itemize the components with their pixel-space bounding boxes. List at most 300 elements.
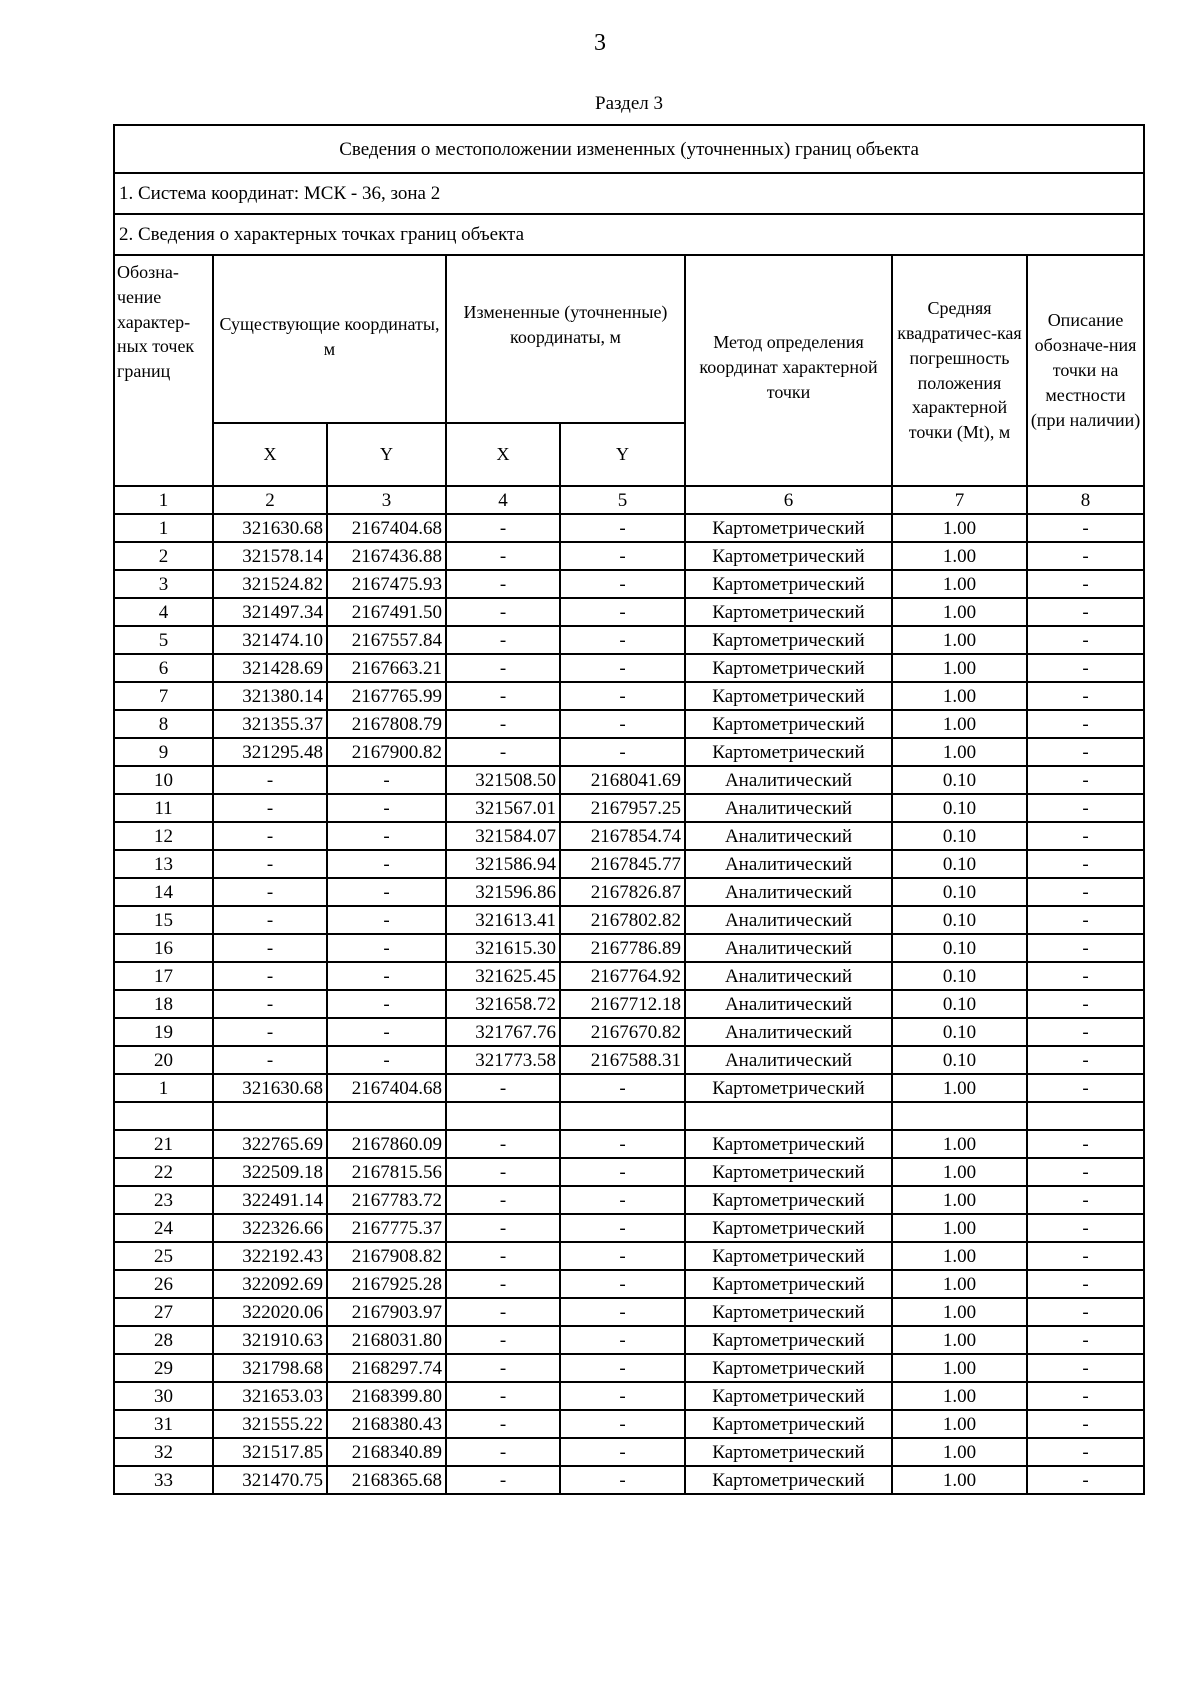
table-row [114,626,1144,654]
point-number-cell: 18 [114,990,213,1018]
existing-y-cell: - [327,850,446,878]
existing-y-cell: 2167436.88 [327,542,446,570]
point-number-cell: 16 [114,934,213,962]
changed-y-cell: - [560,542,685,570]
accuracy-cell: 0.10 [892,850,1027,878]
table-title: Сведения о местоположении измененных (уточненных) границ объекта [114,125,1144,173]
accuracy-cell: 0.10 [892,878,1027,906]
changed-y-cell: 2167712.18 [560,990,685,1018]
description-cell: - [1027,1130,1144,1158]
existing-y-cell [327,1102,446,1130]
table-row [114,1326,1144,1354]
changed-y-cell: - [560,626,685,654]
existing-y-cell: - [327,1018,446,1046]
description-cell: - [1027,682,1144,710]
method-cell: Аналитический [685,962,892,990]
description-cell: - [1027,822,1144,850]
method-cell: Картометрический [685,1074,892,1102]
point-number-cell: 3 [114,570,213,598]
method-cell: Аналитический [685,906,892,934]
method-cell: Картометрический [685,738,892,766]
existing-y-cell: 2167925.28 [327,1270,446,1298]
accuracy-cell: 1.00 [892,1382,1027,1410]
existing-x-cell: - [213,878,327,906]
point-number-cell: 14 [114,878,213,906]
existing-y-cell: 2167765.99 [327,682,446,710]
changed-x-cell: 321613.41 [446,906,560,934]
point-number-cell: 20 [114,1046,213,1074]
table-row [114,906,1144,934]
existing-y-cell: 2167663.21 [327,654,446,682]
existing-x-cell: - [213,962,327,990]
changed-x-cell: - [446,682,560,710]
point-number-cell: 22 [114,1158,213,1186]
header-existing-coordinates: Существующие координаты, м [213,255,446,423]
section-title: Раздел 3 [595,93,663,114]
table-row [114,934,1144,962]
point-number-cell: 8 [114,710,213,738]
table-row [114,1438,1144,1466]
changed-x-cell: - [446,1438,560,1466]
changed-y-cell: - [560,1466,685,1494]
changed-x-cell: 321508.50 [446,766,560,794]
changed-y-cell: - [560,738,685,766]
existing-x-cell [213,1102,327,1130]
existing-x-cell: 321470.75 [213,1466,327,1494]
method-cell: Аналитический [685,794,892,822]
changed-x-cell: - [446,1242,560,1270]
changed-y-cell: 2167845.77 [560,850,685,878]
accuracy-cell: 1.00 [892,1242,1027,1270]
existing-y-cell: - [327,1046,446,1074]
changed-x-cell: 321586.94 [446,850,560,878]
table-row [114,878,1144,906]
changed-y-cell: - [560,1186,685,1214]
changed-y-cell: 2167764.92 [560,962,685,990]
existing-y-cell: 2167908.82 [327,1242,446,1270]
changed-x-cell: - [446,1466,560,1494]
table-row [114,822,1144,850]
accuracy-cell: 0.10 [892,1046,1027,1074]
table-row [114,1354,1144,1382]
table-row [114,542,1144,570]
changed-y-cell: - [560,1130,685,1158]
existing-y-cell: 2167557.84 [327,626,446,654]
header-point-designation: Обозна-чение характер-ных точек границ [114,255,213,486]
method-cell: Картометрический [685,1214,892,1242]
table-row [114,598,1144,626]
description-cell: - [1027,1354,1144,1382]
changed-y-cell: - [560,682,685,710]
existing-y-cell: - [327,990,446,1018]
accuracy-cell: 1.00 [892,1410,1027,1438]
column-number: 4 [446,486,560,514]
point-number-cell: 25 [114,1242,213,1270]
point-number-cell: 27 [114,1298,213,1326]
changed-x-cell: - [446,542,560,570]
description-cell: - [1027,1410,1144,1438]
changed-x-cell: - [446,1382,560,1410]
accuracy-cell: 0.10 [892,906,1027,934]
column-numbers-row [114,486,1144,514]
changed-y-cell: - [560,598,685,626]
changed-y-cell: - [560,710,685,738]
method-cell: Картометрический [685,1298,892,1326]
changed-y-cell: - [560,514,685,542]
table-row [114,738,1144,766]
changed-x-cell: - [446,1214,560,1242]
method-cell: Аналитический [685,934,892,962]
accuracy-cell: 1.00 [892,542,1027,570]
column-number: 6 [685,486,892,514]
existing-x-cell: 321653.03 [213,1382,327,1410]
description-cell: - [1027,1158,1144,1186]
accuracy-cell: 1.00 [892,570,1027,598]
accuracy-cell: 1.00 [892,1466,1027,1494]
accuracy-cell: 1.00 [892,1298,1027,1326]
table-row [114,990,1144,1018]
existing-x-cell: - [213,822,327,850]
point-number-cell: 32 [114,1438,213,1466]
description-cell: - [1027,738,1144,766]
table-row [114,1466,1144,1494]
column-number: 5 [560,486,685,514]
table-row [114,682,1144,710]
accuracy-cell: 0.10 [892,934,1027,962]
point-number-cell [114,1102,213,1130]
header-description: Описание обозначе-ния точки на местности (при наличии) [1027,255,1144,486]
changed-x-cell: 321625.45 [446,962,560,990]
point-number-cell: 12 [114,822,213,850]
description-cell: - [1027,542,1144,570]
changed-x-cell: - [446,654,560,682]
description-cell: - [1027,1270,1144,1298]
accuracy-cell: 1.00 [892,514,1027,542]
page-number: 3 [594,30,606,56]
table-row [114,570,1144,598]
existing-y-cell: 2167491.50 [327,598,446,626]
existing-x-cell: 321428.69 [213,654,327,682]
accuracy-cell: 0.10 [892,766,1027,794]
changed-x-cell: 321567.01 [446,794,560,822]
method-cell: Картометрический [685,1158,892,1186]
existing-y-cell: 2167903.97 [327,1298,446,1326]
changed-x-cell: - [446,1410,560,1438]
existing-x-cell: 322192.43 [213,1242,327,1270]
method-cell: Картометрический [685,542,892,570]
changed-y-cell: 2167957.25 [560,794,685,822]
existing-x-cell: 321910.63 [213,1326,327,1354]
point-number-cell: 33 [114,1466,213,1494]
description-cell [1027,1102,1144,1130]
column-number: 1 [114,486,213,514]
existing-y-cell: 2167404.68 [327,514,446,542]
changed-x-cell: - [446,514,560,542]
accuracy-cell: 1.00 [892,1214,1027,1242]
method-cell [685,1102,892,1130]
accuracy-cell: 1.00 [892,1074,1027,1102]
method-cell: Картометрический [685,654,892,682]
changed-x-cell: - [446,1186,560,1214]
table-row [114,1270,1144,1298]
table-row [114,1214,1144,1242]
existing-x-cell: - [213,906,327,934]
method-cell: Аналитический [685,1018,892,1046]
accuracy-cell: 0.10 [892,990,1027,1018]
existing-x-cell: 321555.22 [213,1410,327,1438]
method-cell: Картометрический [685,598,892,626]
coordinate-system: 1. Система координат: МСК - 36, зона 2 [114,173,1144,214]
table-row [114,1158,1144,1186]
changed-x-cell: - [446,710,560,738]
changed-y-cell: 2167826.87 [560,878,685,906]
accuracy-cell: 1.00 [892,598,1027,626]
changed-x-cell: - [446,1074,560,1102]
existing-x-cell: - [213,990,327,1018]
method-cell: Картометрический [685,626,892,654]
table-row [114,1382,1144,1410]
existing-x-cell: 321524.82 [213,570,327,598]
point-number-cell: 7 [114,682,213,710]
method-cell: Аналитический [685,766,892,794]
existing-x-cell: 322092.69 [213,1270,327,1298]
description-cell: - [1027,1382,1144,1410]
header-changed-coordinates: Измененные (уточненные) координаты, м [446,255,685,423]
point-number-cell: 26 [114,1270,213,1298]
column-number: 3 [327,486,446,514]
existing-x-cell: 321380.14 [213,682,327,710]
existing-y-cell: 2168340.89 [327,1438,446,1466]
points-caption: 2. Сведения о характерных точках границ объекта [114,214,1144,255]
existing-x-cell: 322765.69 [213,1130,327,1158]
header-method: Метод определения координат характерной точки [685,255,892,486]
description-cell: - [1027,1186,1144,1214]
existing-x-cell: - [213,934,327,962]
changed-y-cell: 2167588.31 [560,1046,685,1074]
header-existing-y: Y [327,423,446,486]
table-row [114,1298,1144,1326]
changed-y-cell: - [560,1382,685,1410]
accuracy-cell: 1.00 [892,682,1027,710]
existing-x-cell: - [213,850,327,878]
header-changed-y: Y [560,423,685,486]
changed-y-cell: - [560,1354,685,1382]
accuracy-cell: 0.10 [892,962,1027,990]
point-number-cell: 13 [114,850,213,878]
accuracy-cell: 0.10 [892,794,1027,822]
accuracy-cell: 1.00 [892,1270,1027,1298]
accuracy-cell: 0.10 [892,1018,1027,1046]
changed-y-cell: - [560,1298,685,1326]
existing-y-cell: 2167860.09 [327,1130,446,1158]
changed-y-cell [560,1102,685,1130]
existing-y-cell: 2167900.82 [327,738,446,766]
existing-y-cell: 2168365.68 [327,1466,446,1494]
table-row [114,1130,1144,1158]
changed-y-cell: - [560,1074,685,1102]
changed-y-cell: - [560,1158,685,1186]
description-cell: - [1027,570,1144,598]
accuracy-cell [892,1102,1027,1130]
description-cell: - [1027,962,1144,990]
existing-y-cell: 2167815.56 [327,1158,446,1186]
existing-x-cell: - [213,1046,327,1074]
table-body [114,514,1144,1494]
table-row [114,1410,1144,1438]
method-cell: Картометрический [685,1466,892,1494]
existing-y-cell: 2168297.74 [327,1354,446,1382]
description-cell: - [1027,878,1144,906]
description-cell: - [1027,990,1144,1018]
header-changed-x: X [446,423,560,486]
description-cell: - [1027,710,1144,738]
existing-y-cell: - [327,878,446,906]
method-cell: Аналитический [685,850,892,878]
method-cell: Картометрический [685,1130,892,1158]
method-cell: Картометрический [685,682,892,710]
point-number-cell: 17 [114,962,213,990]
changed-x-cell: - [446,1326,560,1354]
point-number-cell: 4 [114,598,213,626]
changed-x-cell: - [446,738,560,766]
point-number-cell: 28 [114,1326,213,1354]
description-cell: - [1027,794,1144,822]
changed-x-cell: 321767.76 [446,1018,560,1046]
point-number-cell: 30 [114,1382,213,1410]
method-cell: Картометрический [685,1270,892,1298]
point-number-cell: 29 [114,1354,213,1382]
changed-y-cell: - [560,654,685,682]
table-row [114,962,1144,990]
changed-y-cell: - [560,1438,685,1466]
existing-x-cell: 321798.68 [213,1354,327,1382]
method-cell: Картометрический [685,1438,892,1466]
existing-y-cell: - [327,766,446,794]
changed-x-cell: 321773.58 [446,1046,560,1074]
changed-x-cell: - [446,570,560,598]
method-cell: Аналитический [685,990,892,1018]
description-cell: - [1027,906,1144,934]
existing-x-cell: - [213,794,327,822]
point-number-cell: 9 [114,738,213,766]
changed-x-cell: 321615.30 [446,934,560,962]
table-row [114,1186,1144,1214]
method-cell: Картометрический [685,570,892,598]
description-cell: - [1027,514,1144,542]
changed-x-cell [446,1102,560,1130]
table-row [114,766,1144,794]
description-cell: - [1027,766,1144,794]
changed-x-cell: - [446,1158,560,1186]
description-cell: - [1027,934,1144,962]
existing-x-cell: 322020.06 [213,1298,327,1326]
existing-y-cell: - [327,906,446,934]
changed-y-cell: 2167854.74 [560,822,685,850]
accuracy-cell: 1.00 [892,710,1027,738]
changed-x-cell: - [446,626,560,654]
existing-x-cell: 322491.14 [213,1186,327,1214]
point-number-cell: 5 [114,626,213,654]
table-row [114,794,1144,822]
point-number-cell: 11 [114,794,213,822]
header-accuracy: Средняя квадратичес-кая погрешность положения характерной точки (Mt), м [892,255,1027,486]
table-row [114,1074,1144,1102]
column-number: 8 [1027,486,1144,514]
changed-x-cell: - [446,1270,560,1298]
existing-x-cell: 321630.68 [213,1074,327,1102]
changed-x-cell: - [446,1298,560,1326]
point-number-cell: 10 [114,766,213,794]
description-cell: - [1027,1466,1144,1494]
point-number-cell: 6 [114,654,213,682]
existing-y-cell: 2167475.93 [327,570,446,598]
accuracy-cell: 1.00 [892,738,1027,766]
point-number-cell: 21 [114,1130,213,1158]
accuracy-cell: 0.10 [892,822,1027,850]
changed-y-cell: - [560,1270,685,1298]
description-cell: - [1027,1046,1144,1074]
changed-y-cell: - [560,570,685,598]
accuracy-cell: 1.00 [892,1130,1027,1158]
method-cell: Картометрический [685,710,892,738]
changed-x-cell: 321584.07 [446,822,560,850]
changed-x-cell: - [446,1354,560,1382]
existing-y-cell: - [327,934,446,962]
existing-x-cell: 321295.48 [213,738,327,766]
accuracy-cell: 1.00 [892,1186,1027,1214]
point-number-cell: 19 [114,1018,213,1046]
existing-x-cell: - [213,1018,327,1046]
changed-y-cell: 2168041.69 [560,766,685,794]
column-number: 7 [892,486,1027,514]
table-row [114,710,1144,738]
existing-y-cell: 2167783.72 [327,1186,446,1214]
changed-x-cell: - [446,598,560,626]
changed-y-cell: 2167802.82 [560,906,685,934]
existing-y-cell: 2167808.79 [327,710,446,738]
existing-x-cell: 321497.34 [213,598,327,626]
changed-y-cell: - [560,1410,685,1438]
existing-y-cell: 2167404.68 [327,1074,446,1102]
column-number: 2 [213,486,327,514]
existing-x-cell: 322509.18 [213,1158,327,1186]
existing-y-cell: - [327,794,446,822]
table-row [114,654,1144,682]
table-row [114,1046,1144,1074]
changed-y-cell: - [560,1214,685,1242]
existing-x-cell: 321474.10 [213,626,327,654]
table-row [114,1242,1144,1270]
point-number-cell: 1 [114,1074,213,1102]
description-cell: - [1027,626,1144,654]
existing-x-cell: 321630.68 [213,514,327,542]
existing-y-cell: - [327,962,446,990]
existing-y-cell: 2168380.43 [327,1410,446,1438]
method-cell: Картометрический [685,1410,892,1438]
table-row [114,1102,1144,1130]
description-cell: - [1027,654,1144,682]
method-cell: Картометрический [685,1354,892,1382]
changed-x-cell: 321596.86 [446,878,560,906]
existing-y-cell: 2168399.80 [327,1382,446,1410]
existing-x-cell: 321517.85 [213,1438,327,1466]
point-number-cell: 23 [114,1186,213,1214]
accuracy-cell: 1.00 [892,1326,1027,1354]
changed-y-cell: 2167670.82 [560,1018,685,1046]
method-cell: Аналитический [685,822,892,850]
changed-x-cell: 321658.72 [446,990,560,1018]
method-cell: Аналитический [685,878,892,906]
